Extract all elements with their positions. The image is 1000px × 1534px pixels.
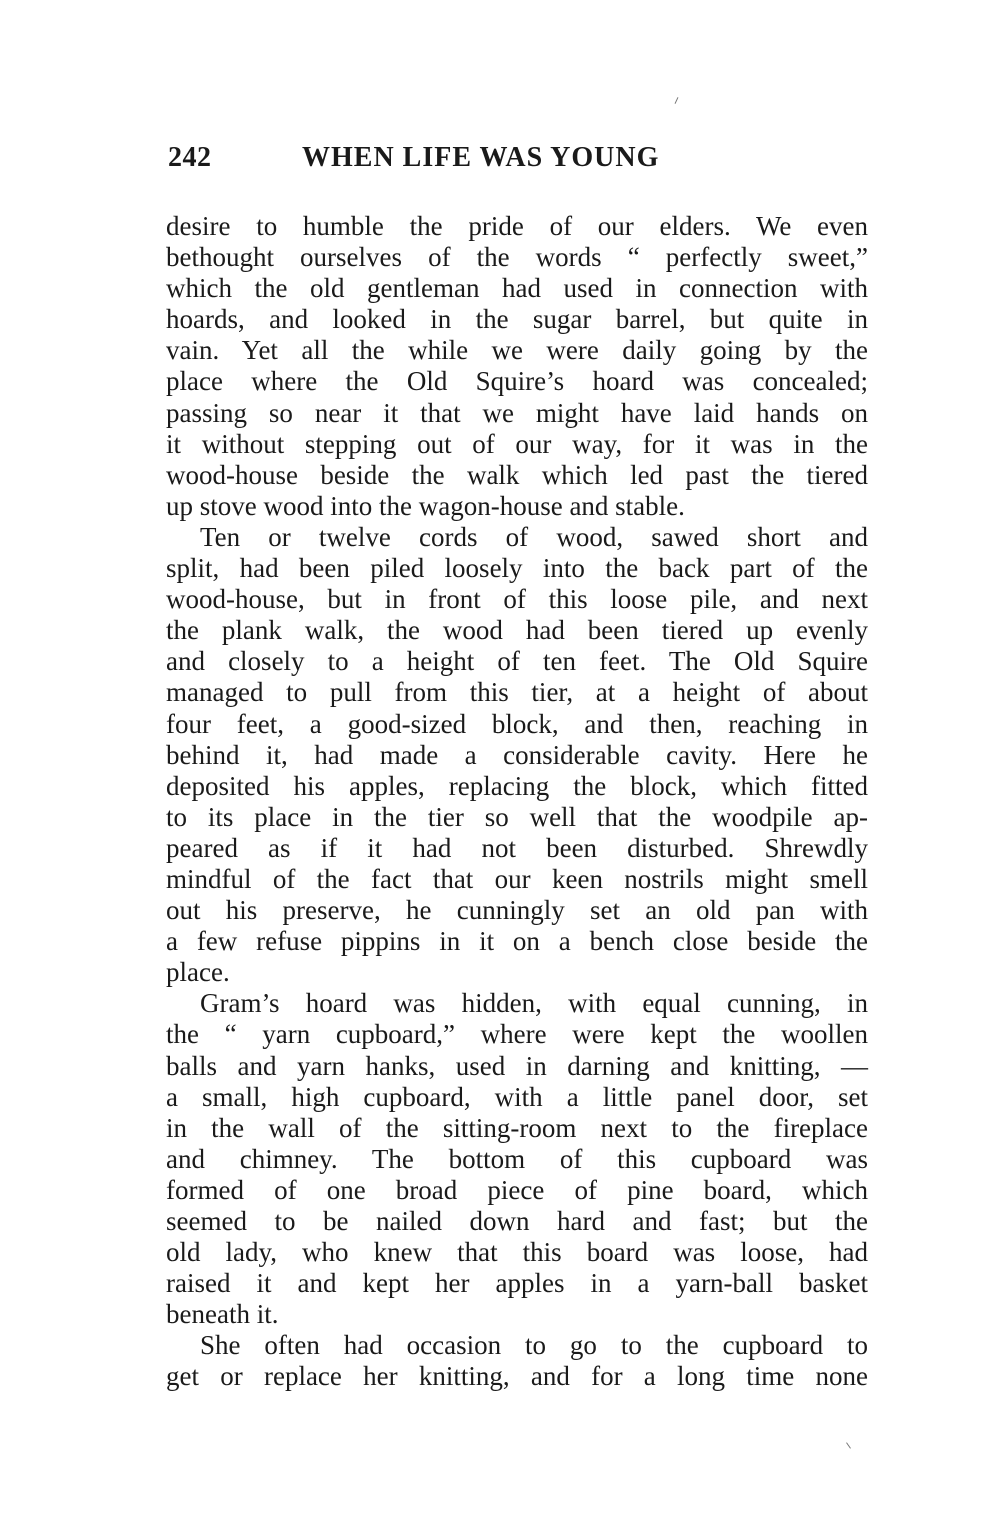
text-line: Ten or twelve cords of wood, sawed short and: [200, 521, 868, 552]
text-line: which the old gentleman had used in connection with: [166, 273, 868, 304]
text-line: get or replace her knitting, and for a long time none: [166, 1361, 868, 1392]
text-line: it without stepping out of our way, for it was in the: [166, 428, 868, 459]
page-number: 242: [168, 142, 212, 173]
text-line: to its place in the tier so well that the woodpile ap-: [166, 801, 868, 832]
text-line: and closely to a height of ten feet. The Old Squire: [166, 646, 868, 677]
text-line: old lady, who knew that this board was loose, had: [166, 1237, 868, 1268]
text-line: place.: [166, 957, 230, 988]
text-line: passing so near it that we might have laid hands on: [166, 397, 868, 428]
text-line: up stove wood into the wagon-house and stable.: [166, 490, 685, 521]
text-line: the plank walk, the wood had been tiered up evenly: [166, 615, 868, 646]
scan-speck: [846, 1442, 851, 1448]
text-line: formed of one broad piece of pine board, which: [166, 1174, 868, 1205]
text-line: four feet, a good-sized block, and then, reaching in: [166, 708, 868, 739]
body-text: [166, 211, 868, 1393]
text-line: wood-house, but in front of this loose pile, and next: [166, 584, 868, 615]
text-line: bethought ourselves of the words “ perfectly sweet,”: [166, 242, 868, 273]
text-line: the “ yarn cupboard,” where were kept the woollen: [166, 1019, 868, 1050]
running-head: [168, 142, 868, 178]
text-line: mindful of the fact that our keen nostrils might smell: [166, 863, 868, 894]
scan-speck: [675, 97, 679, 104]
text-line: out his preserve, he cunningly set an old pan with: [166, 895, 868, 926]
text-line: and chimney. The bottom of this cupboard was: [166, 1143, 868, 1174]
text-line: split, had been piled loosely into the back part of the: [166, 553, 868, 584]
text-line: in the wall of the sitting-room next to the fireplace: [166, 1112, 868, 1143]
text-line: a small, high cupboard, with a little panel door, set: [166, 1081, 868, 1112]
text-line: peared as if it had not been disturbed. Shrewdly: [166, 832, 868, 863]
text-line: a few refuse pippins in it on a bench close beside the: [166, 926, 868, 957]
text-line: raised it and kept her apples in a yarn-ball basket: [166, 1268, 868, 1299]
text-line: wood-house beside the walk which led past the tiered: [166, 459, 868, 490]
text-line: behind it, had made a considerable cavity. Here he: [166, 739, 868, 770]
text-line: deposited his apples, replacing the block, which fitted: [166, 770, 868, 801]
text-line: Gram’s hoard was hidden, with equal cunning, in: [200, 988, 868, 1019]
text-line: managed to pull from this tier, at a height of about: [166, 677, 868, 708]
text-line: She often had occasion to go to the cupboard to: [200, 1330, 868, 1361]
text-line: balls and yarn hanks, used in darning and knitting, —: [166, 1050, 868, 1081]
text-line: beneath it.: [166, 1299, 279, 1330]
text-line: seemed to be nailed down hard and fast; but the: [166, 1206, 868, 1236]
text-line: hoards, and looked in the sugar barrel, but quite in: [166, 304, 868, 335]
text-line: vain. Yet all the while we were daily going by the: [166, 335, 868, 366]
running-title: WHEN LIFE WAS YOUNG: [302, 142, 660, 173]
text-line: place where the Old Squire’s hoard was concealed;: [166, 366, 868, 397]
text-line: desire to humble the pride of our elders. We even: [166, 211, 868, 241]
